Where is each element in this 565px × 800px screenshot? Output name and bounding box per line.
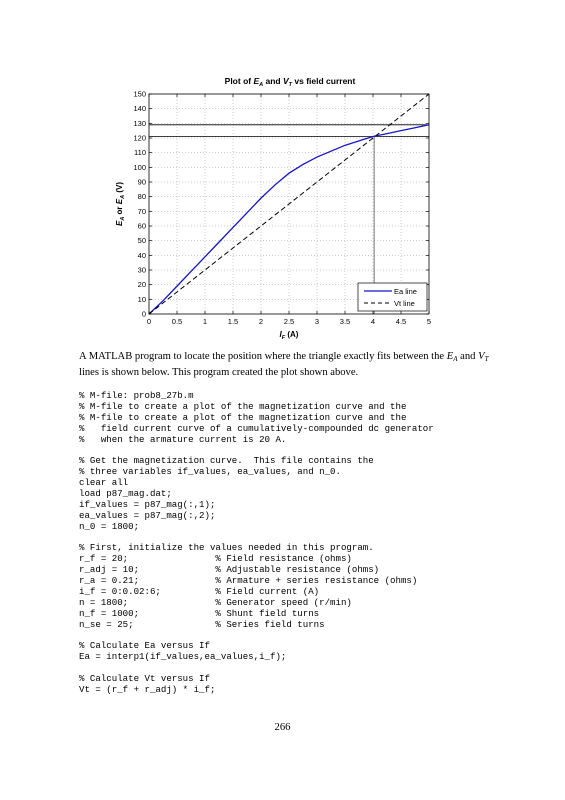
- x-tick-label: 2: [258, 317, 264, 326]
- y-tick-label: 90: [137, 177, 146, 187]
- y-tick-label: 10: [137, 294, 146, 304]
- y-axis-label: $E_A$ or $E_A$ (V): [115, 182, 126, 226]
- x-tick-label: 1.5: [227, 317, 239, 326]
- y-tick-label: 40: [137, 250, 146, 260]
- y-tick-label: 70: [137, 206, 146, 216]
- code-line: % Calculate Ea versus If: [79, 640, 210, 652]
- code-line: % Get the magnetization curve. This file contains the: [79, 455, 374, 467]
- code-line: % M-file: prob8_27b.m: [79, 390, 194, 401]
- legend: [358, 283, 427, 311]
- code-line: n_f = 1000; % Shunt field turns: [79, 607, 320, 619]
- description-paragraph: A MATLAB program to locate the position where the triangle exactly fits between the $E_A$ and $V_T$ lines is shown below. This program created the plot shown above.: [79, 351, 489, 378]
- y-tick-label: 130: [133, 118, 146, 128]
- code-line: Ea = interp1(if_values,ea_values,i_f);: [79, 651, 287, 663]
- code-line: n = 1800; % Generator speed (r/min): [79, 596, 352, 608]
- chart-title: Plot of $E_A$ and $V_T$ vs field current: [224, 76, 356, 88]
- x-tick-label: 1: [202, 317, 208, 326]
- code-line: Vt = (r_f + r_adj) * i_f;: [79, 684, 216, 696]
- code-line: r_f = 20; % Field resistance (ohms): [79, 553, 352, 565]
- y-tick-label: 30: [137, 265, 146, 275]
- y-tick-label: 100: [133, 162, 146, 172]
- x-tick-label: 2.5: [283, 317, 295, 326]
- code-line: % field current curve of a cumulatively-compounded dc generator: [79, 422, 434, 434]
- x-tick-label: 5: [426, 317, 432, 326]
- y-tick-label: 150: [133, 89, 146, 99]
- y-tick-label: 0: [141, 309, 146, 319]
- code-line: % three variables if_values, ea_values, and n_0.: [79, 466, 341, 478]
- x-tick-label: 0: [146, 317, 152, 326]
- magnetization-plot: [0, 0, 565, 345]
- x-tick-label: 3.5: [339, 317, 351, 326]
- y-tick-label: 20: [137, 280, 146, 290]
- code-line: % M-file to create a plot of the magnetization curve and the: [79, 411, 407, 423]
- code-line: % M-file to create a plot of the magnetization curve and the: [79, 400, 407, 412]
- code-line: load p87_mag.dat;: [79, 488, 172, 500]
- x-tick-label: 3: [314, 317, 320, 326]
- page-number: 266: [274, 722, 291, 733]
- y-tick-label: 110: [134, 148, 146, 158]
- y-tick-label: 140: [133, 104, 146, 114]
- x-tick-label: 4: [370, 317, 376, 326]
- code-line: % Calculate Vt versus If: [79, 673, 210, 685]
- x-tick-label: 0.5: [171, 317, 183, 326]
- y-tick-label: 60: [137, 221, 146, 231]
- code-line: n_se = 25; % Series field turns: [79, 618, 325, 630]
- code-line: clear all: [79, 477, 129, 489]
- y-tick-label: 120: [133, 133, 146, 143]
- code-line: if_values = p87_mag(:,1);: [79, 498, 216, 510]
- legend-label-vt: Vt line: [394, 299, 415, 308]
- code-line: % First, initialize the values needed in this program.: [79, 542, 374, 554]
- code-line: r_adj = 10; % Adjustable resistance (ohms): [79, 564, 380, 576]
- legend-label-ea: Ea line: [394, 287, 417, 296]
- y-tick-label: 50: [137, 236, 146, 246]
- code-line: n_0 = 1800;: [79, 520, 140, 532]
- code-line: r_a = 0.21; % Armature + series resistance (ohms): [79, 575, 418, 587]
- code-line: ea_values = p87_mag(:,2);: [79, 509, 216, 521]
- y-tick-label: 80: [137, 192, 146, 202]
- x-tick-label: 4.5: [395, 317, 407, 326]
- code-line: % when the armature current is 20 A.: [79, 433, 287, 445]
- code-line: i_f = 0:0.02:6; % Field current (A): [79, 586, 320, 598]
- matlab-code-listing: [79, 391, 539, 696]
- x-axis-label: $I_F$ (A): [279, 330, 299, 341]
